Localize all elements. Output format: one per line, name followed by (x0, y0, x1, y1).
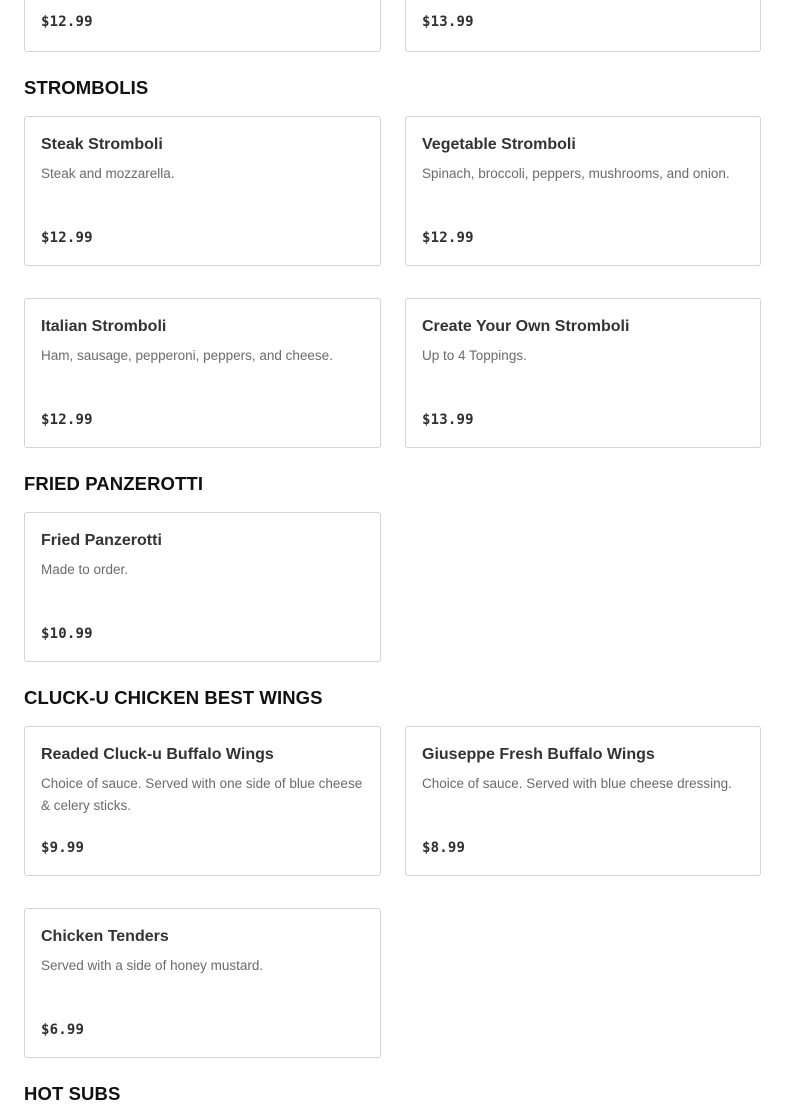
menu-item-card[interactable] (24, 908, 381, 1058)
menu-item-name: Chicken Tenders (41, 928, 169, 945)
menu-item-description: Made to order. (41, 562, 129, 577)
menu-item-price: $12.99 (41, 230, 93, 246)
menu-item-name: Create Your Own Stromboli (422, 318, 630, 335)
menu-item-price: $13.99 (422, 14, 474, 30)
section-title-cluck-u-wings: CLUCK-U CHICKEN BEST WINGS (24, 687, 323, 708)
menu-item-card[interactable] (24, 726, 381, 876)
menu-item-card[interactable] (405, 298, 761, 448)
menu-item-name: Italian Stromboli (41, 318, 167, 335)
menu-item-name: Readed Cluck-u Buffalo Wings (41, 746, 274, 763)
menu-item-card[interactable] (24, 298, 381, 448)
menu-item-price: $12.99 (41, 14, 93, 30)
menu-item-description: Spinach, broccoli, peppers, mushrooms, and onion. (422, 166, 730, 181)
menu-item-price: $13.99 (422, 412, 474, 428)
menu-item-card[interactable] (24, 512, 381, 662)
section-title-strombolis: STROMBOLIS (24, 77, 149, 98)
menu-item-name: Fried Panzerotti (41, 532, 162, 549)
section-title-hot-subs: HOT SUBS (24, 1083, 121, 1104)
menu-item-price: $12.99 (41, 412, 93, 428)
menu-item-price: $9.99 (41, 840, 85, 856)
menu-item-card[interactable] (405, 116, 761, 266)
menu-item-name: Steak Stromboli (41, 136, 163, 153)
menu-item-price: $6.99 (41, 1022, 85, 1038)
menu-item-card[interactable] (24, 0, 381, 52)
menu-item-card[interactable] (405, 726, 761, 876)
menu-item-price: $12.99 (422, 230, 474, 246)
menu-item-description: Ham, sausage, pepperoni, peppers, and cheese. (41, 348, 333, 363)
menu-item-description: Served with a side of honey mustard. (41, 958, 264, 973)
menu-item-description: Choice of sauce. Served with blue cheese dressing. (422, 776, 732, 791)
menu-item-name: Vegetable Stromboli (422, 136, 576, 153)
menu-item-price: $10.99 (41, 626, 93, 642)
menu-item-description: Up to 4 Toppings. (422, 348, 527, 363)
menu-item-card[interactable] (405, 0, 761, 52)
menu-item-description: Steak and mozzarella. (41, 166, 175, 181)
menu-item-card[interactable] (24, 116, 381, 266)
menu-item-price: $8.99 (422, 840, 466, 856)
menu-item-description: Choice of sauce. Served with one side of blue cheese & celery sticks. (41, 776, 363, 813)
section-title-fried-panzerotti: FRIED PANZEROTTI (24, 473, 204, 494)
menu-item-name: Giuseppe Fresh Buffalo Wings (422, 746, 655, 763)
